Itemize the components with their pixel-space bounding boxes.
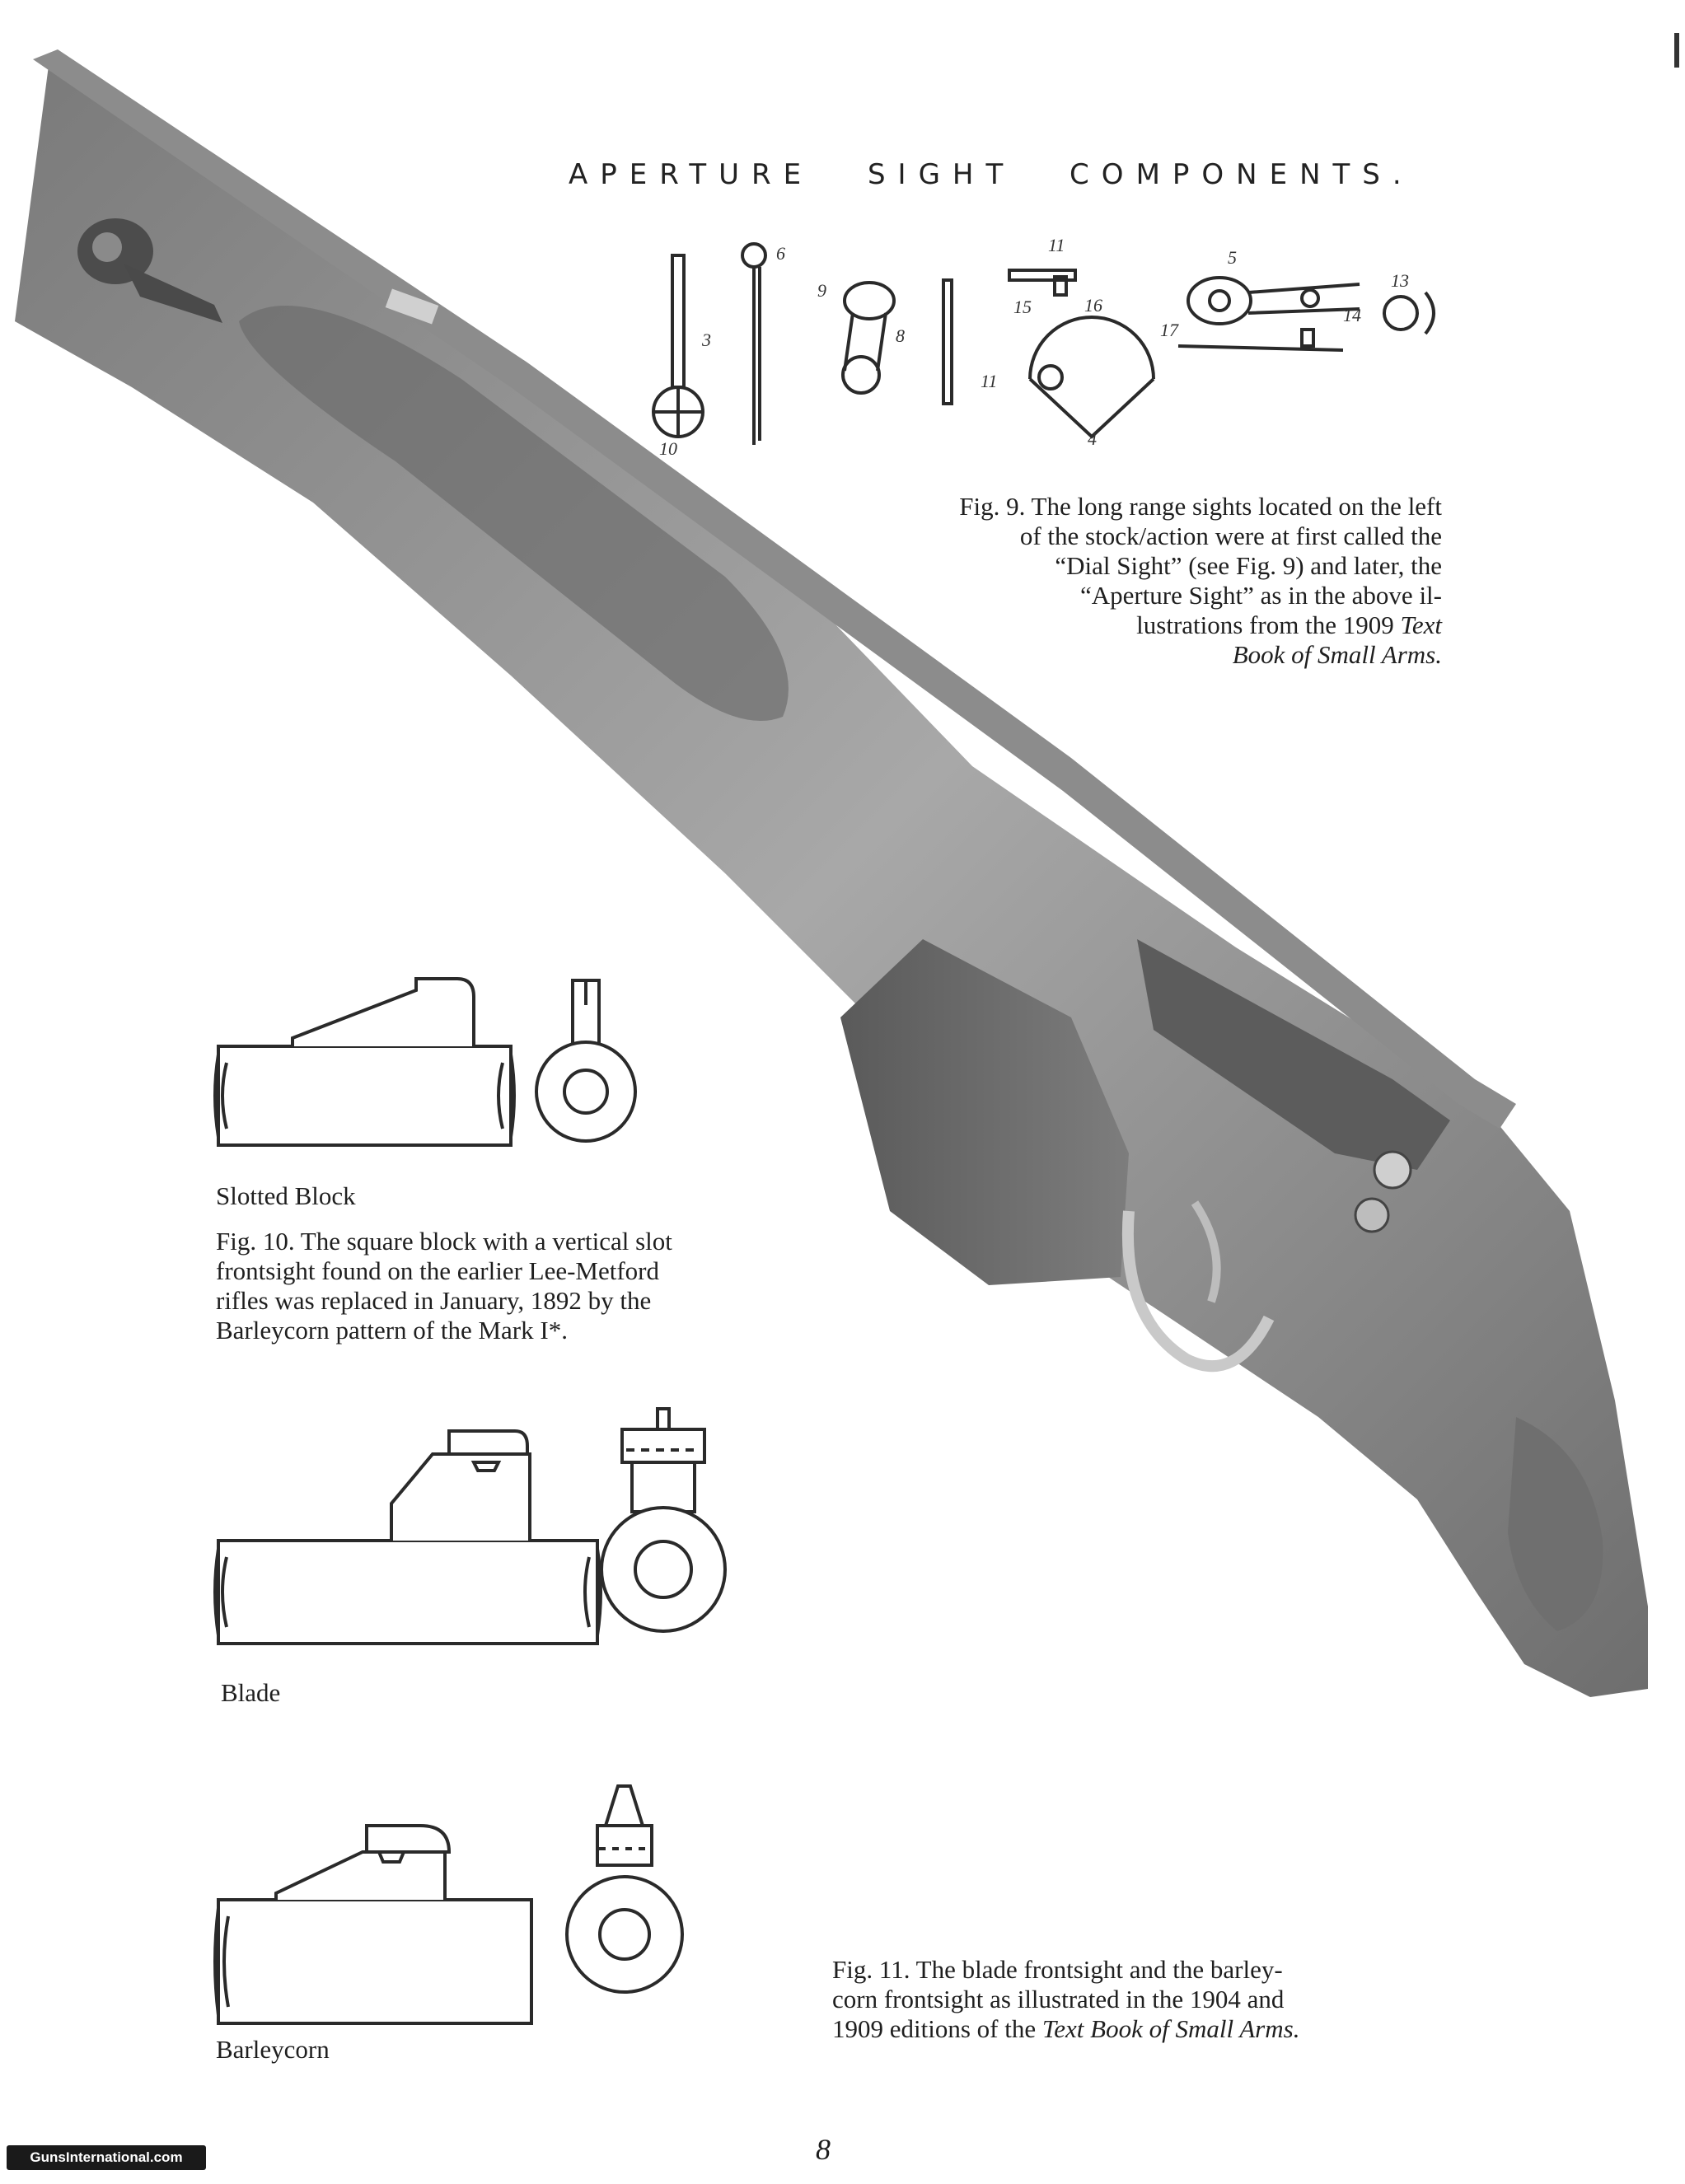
part-number: 9 (817, 280, 826, 301)
part-4-dial (1030, 317, 1154, 437)
part-number: 3 (702, 330, 711, 350)
part-6-rod (742, 244, 765, 445)
part-number: 10 (659, 438, 677, 459)
part-number: 17 (1160, 320, 1178, 340)
part-number: 5 (1228, 247, 1237, 268)
part-number: 11 (981, 371, 998, 391)
fig9-line (849, 640, 1442, 670)
part-number: 4 (1088, 428, 1097, 449)
fig11-caption (832, 1955, 1409, 2044)
fig11-line: Fig. 11. The blade frontsight and the barley- (832, 1955, 1283, 1984)
part-13-ring (1384, 292, 1434, 334)
fig9-line: “Dial Sight” (see Fig. 9) and later, the (1055, 551, 1442, 580)
watermark-logo: GunsInternational.com (7, 2145, 206, 2170)
fig10-line: frontsight found on the earlier Lee-Metford (216, 1256, 660, 1285)
fig10-caption (216, 1227, 793, 1345)
fig10-line: Fig. 10. The square block with a vertical slot (216, 1227, 672, 1256)
page-edge-mark (1674, 33, 1679, 68)
part-5-arm (1178, 278, 1360, 350)
fig10-line: rifles was replaced in January, 1892 by the (216, 1286, 652, 1315)
fig9-line: of the stock/action were at first called the (1019, 521, 1442, 550)
fig9-caption (849, 492, 1442, 670)
blade-drawing (210, 1405, 737, 1668)
barleycorn-label: Barleycorn (216, 2035, 330, 2064)
fig9-line (849, 610, 1442, 640)
slotted-block-label: Slotted Block (216, 1181, 356, 1210)
fig9-line-italic: Text (1400, 610, 1442, 639)
part-3-stem (653, 255, 703, 437)
barleycorn-drawing (210, 1770, 721, 2041)
fig11-line-italic: Text Book of Small Arms. (1041, 2014, 1300, 2043)
part-number: 15 (1013, 297, 1032, 317)
fig11-line (832, 2014, 1409, 2044)
fig9-line-italic: Book of Small Arms. (1232, 640, 1442, 669)
fig11-line-text: 1909 editions of the (832, 2014, 1042, 2043)
fig10-line: Barleycorn pattern of the Mark I*. (216, 1316, 568, 1345)
aperture-sight-components-diagram (634, 231, 1450, 461)
page-heading: APERTURE SIGHT COMPONENTS. (569, 158, 1414, 191)
page-number: 8 (816, 2133, 831, 2166)
fig11-line: corn frontsight as illustrated in the 1904 and (832, 1985, 1285, 2013)
part-number: 14 (1343, 305, 1361, 325)
part-number: 6 (776, 243, 785, 264)
fig9-line: Fig. 9. The long range sights located on the left (959, 492, 1442, 521)
slotted-block-drawing (210, 964, 672, 1199)
part-8-link (843, 283, 894, 393)
part-number: 16 (1084, 295, 1102, 316)
part-number: 11 (1048, 235, 1065, 255)
fig9-line: “Aperture Sight” as in the above il- (1079, 581, 1442, 610)
blade-label: Blade (221, 1678, 281, 1707)
fig9-line-text: lustrations from the 1909 (1136, 610, 1401, 639)
part-11-slide (1009, 270, 1075, 295)
part-number: 8 (896, 325, 905, 346)
part-number: 13 (1391, 270, 1409, 291)
